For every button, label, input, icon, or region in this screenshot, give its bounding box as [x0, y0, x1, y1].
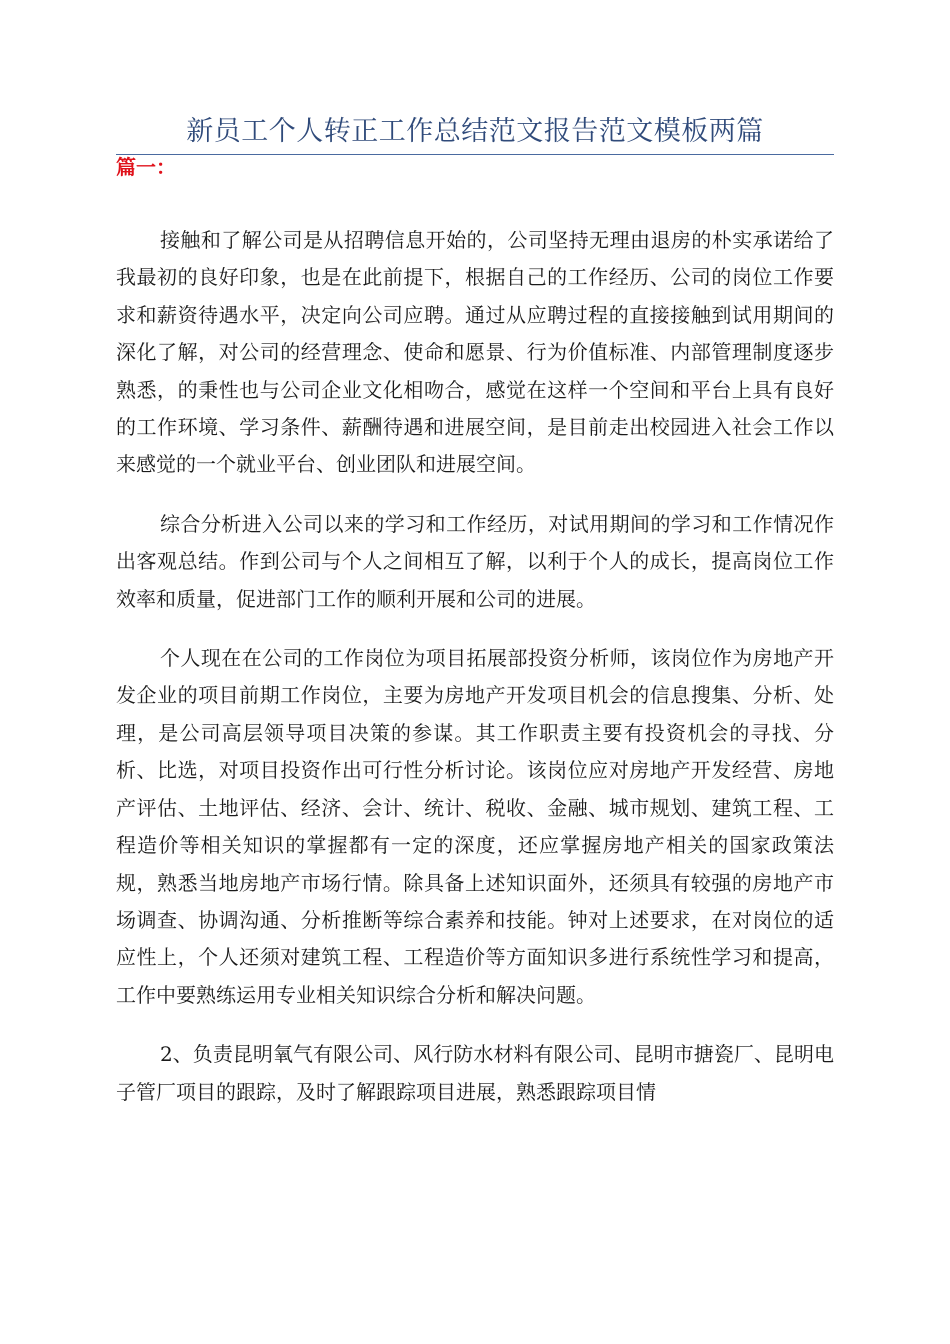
- document-body: [116, 222, 834, 1133]
- document-title: 新员工个人转正工作总结范文报告范文模板两篇: [186, 116, 764, 147]
- title-underline: [116, 154, 834, 155]
- paragraph: 接触和了解公司是从招聘信息开始的，公司坚持无理由退房的朴实承诺给了我最初的良好印象，也是在此前提下，根据自己的工作经历、公司的岗位工作要求和薪资待遇水平，决定向公司应聘。通过从应聘过程的直接接触到试用期间的深化了解，对公司的经营理念、使命和愿景、行为价值标准、内部管理制度逐步熟悉，的秉性也与公司企业文化相吻合，感觉在这样一个空间和平台上具有良好的工作环境、学习条件、薪酬待遇和进展空间，是目前走出校园进入社会工作以来感觉的一个就业平台、创业团队和进展空间。: [116, 228, 834, 477]
- paragraph: 综合分析进入公司以来的学习和工作经历，对试用期间的学习和工作情况作出客观总结。作到公司与个人之间相互了解，以利于个人的成长，提高岗位工作效率和质量，促进部门工作的顺利开展和公司的进展。: [116, 511, 834, 611]
- paragraph: 2、负责昆明氧气有限公司、风行防水材料有限公司、昆明市搪瓷厂、昆明电子管厂项目的跟踪，及时了解跟踪项目进展，熟悉跟踪项目情: [116, 1042, 834, 1104]
- paragraph: 个人现在在公司的工作岗位为项目拓展部投资分析师，该岗位作为房地产开发企业的项目前期工作岗位，主要为房地产开发项目机会的信息搜集、分析、处理，是公司高层领导项目决策的参谋。其工作职责主要有投资机会的寻找、分析、比选，对项目投资作出可行性分析讨论。该岗位应对房地产开发经营、房地产评估、土地评估、经济、会计、统计、税收、金融、城市规划、建筑工程、工程造价等相关知识的掌握都有一定的深度，还应掌握房地产相关的国家政策法规，熟悉当地房地产市场行情。除具备上述知识面外，还须具有较强的房地产市场调查、协调沟通、分析推断等综合素养和技能。钟对上述要求，在对岗位的适应性上，个人还须对建筑工程、工程造价等方面知识多进行系统性学习和提高，工作中要熟练运用专业相关知识综合分析和解决问题。: [116, 646, 834, 1007]
- section-heading: 篇一：: [116, 155, 176, 179]
